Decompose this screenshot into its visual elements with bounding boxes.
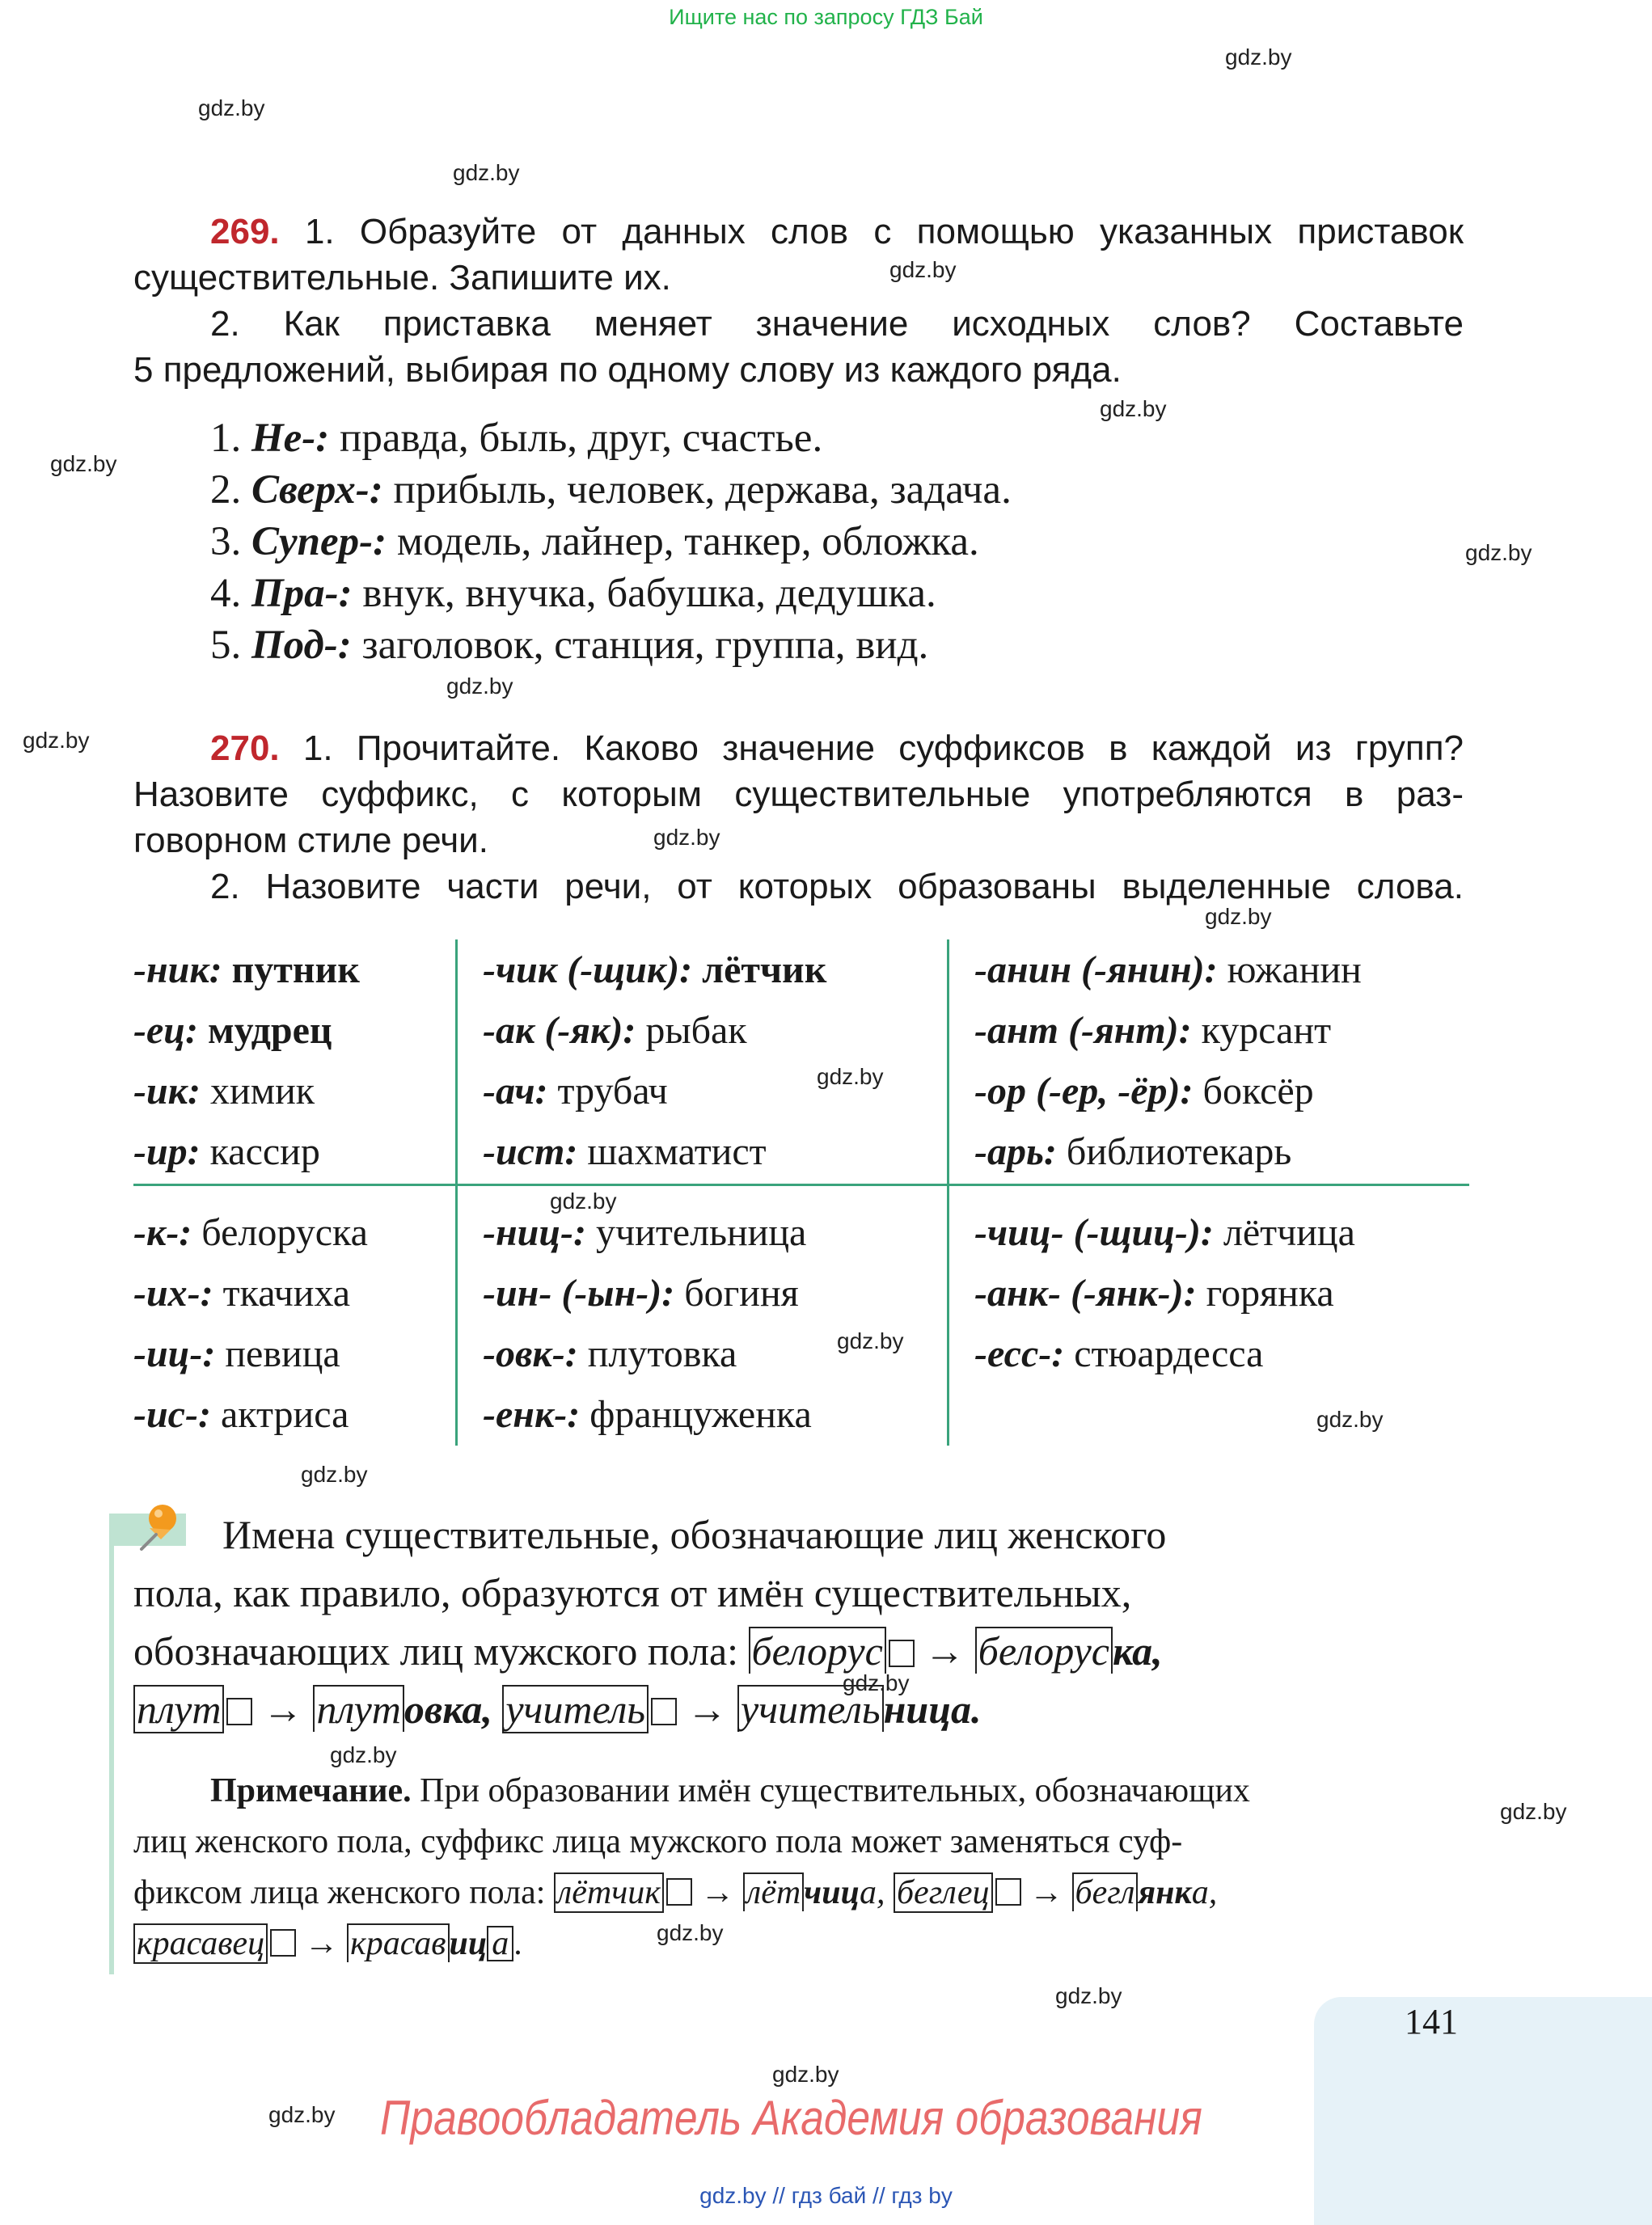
exercise-number: 270. — [210, 728, 280, 768]
rule-box — [109, 1505, 1484, 1974]
table-divider — [455, 939, 458, 1446]
note-line: Примечание. При образовании имён существительных, обозначающих — [210, 1772, 1250, 1809]
bottom-links[interactable]: gdz.by // гдз бай // гдз by — [699, 2183, 953, 2208]
exercise-269-task2-line1: 2. Как приставка меняет значение исходных слов? Составьте — [210, 304, 1464, 344]
table-divider — [133, 1184, 1469, 1186]
page-number: 141 — [1405, 2002, 1458, 2041]
exercise-270-task2: 2. Назовите части речи, от которых образованы выделенные слова. — [210, 867, 1464, 906]
table-column — [483, 1202, 812, 1445]
table-cell: -чиц- (-щиц-): лётчица — [974, 1211, 1355, 1254]
exercise-269-task2-line2: 5 предложений, выбирая по одному слову из каждого ряда. — [133, 350, 1122, 390]
table-cell: -ист: шахматист — [483, 1130, 767, 1173]
table-cell: -енк-: француженка — [483, 1393, 812, 1436]
rule-line: Имена существительные, обозначающие лиц женского — [222, 1512, 1167, 1557]
watermark: gdz.by — [1316, 1407, 1384, 1432]
list-item: 3. Супер-: модель, лайнер, танкер, обложка. — [210, 519, 979, 564]
watermark: gdz.by — [843, 1670, 910, 1695]
note-line: фиксом лица женского пола: лётчик → лётчица, беглец → беглянка, — [133, 1874, 1218, 1911]
watermark: gdz.by — [330, 1742, 397, 1767]
note — [133, 1766, 1484, 1970]
list-item: 5. Под-: заголовок, станция, группа, вид. — [210, 623, 929, 668]
watermark: gdz.by — [50, 451, 117, 476]
table-cell: -арь: библиотекарь — [974, 1130, 1292, 1173]
watermark: gdz.by — [1055, 1983, 1122, 2008]
top-banner[interactable]: Ищите нас по запросу ГДЗ Бай — [669, 5, 983, 29]
prefix-list — [210, 412, 1012, 671]
table-cell: -ир: кассир — [133, 1130, 320, 1173]
table-cell: -иц-: певица — [133, 1332, 340, 1375]
table-column — [974, 939, 1362, 1182]
watermark: gdz.by — [889, 257, 957, 282]
rule-accent-bar — [109, 1514, 114, 1974]
list-item: 1. Не-: правда, быль, друг, счастье. — [210, 416, 823, 461]
rule-line: пола, как правило, образуются от имён существительных, — [133, 1570, 1132, 1615]
exercise-270-task1-line1: 270. 1. Прочитайте. Каково значение суффиксов в каждой из групп? — [210, 728, 1464, 768]
rule-line: обозначающих лиц мужского пола: белорус → белоруска, — [133, 1628, 1163, 1674]
watermark: gdz.by — [653, 825, 720, 850]
suffix-table — [133, 939, 1469, 1446]
table-cell: -ец: мудрец — [133, 1009, 332, 1052]
rule-text — [133, 1505, 1484, 1738]
table-cell: -ник: путник — [133, 948, 360, 991]
watermark: gdz.by — [1225, 44, 1292, 70]
table-cell: -ниц-: учительница — [483, 1211, 807, 1254]
table-divider — [947, 939, 949, 1446]
rule-line: плут → плутовка, учитель → учительница. — [133, 1680, 1484, 1738]
exercise-270-task1-line3: говорном стиле речи. — [133, 821, 488, 860]
table-cell: -их-: ткачиха — [133, 1272, 351, 1315]
list-item: 2. Сверх-: прибыль, человек, держава, задача. — [210, 467, 1012, 513]
watermark: gdz.by — [817, 1064, 884, 1089]
table-cell: -анин (-янин): южанин — [974, 948, 1362, 991]
watermark: gdz.by — [198, 95, 265, 120]
watermark: gdz.by — [550, 1188, 617, 1214]
watermark: gdz.by — [772, 2062, 839, 2087]
note-line: лиц женского пола, суффикс лица мужского пола может заменяться суф- — [133, 1823, 1183, 1860]
table-cell: -к-: белоруска — [133, 1211, 368, 1254]
table-cell: -ант (-янт): курсант — [974, 1009, 1332, 1052]
table-cell: -есс-: стюардесса — [974, 1332, 1264, 1375]
exercise-269-task1-line2: существительные. Запишите их. — [133, 258, 671, 298]
table-column — [133, 1202, 368, 1445]
watermark: gdz.by — [657, 1920, 724, 1945]
table-cell: -ис-: актриса — [133, 1393, 349, 1436]
table-cell: -анк- (-янк-): горянка — [974, 1272, 1334, 1315]
watermark: gdz.by — [1100, 396, 1167, 421]
watermark: gdz.by — [1465, 540, 1532, 565]
table-cell: -ик: химик — [133, 1070, 315, 1112]
watermark: gdz.by — [301, 1462, 368, 1487]
watermark: gdz.by — [453, 160, 520, 185]
watermark: gdz.by — [268, 2102, 336, 2127]
table-cell: -чик (-щик): лётчик — [483, 948, 827, 991]
table-column — [974, 1202, 1355, 1384]
watermark: gdz.by — [1205, 904, 1272, 929]
watermark: gdz.by — [446, 673, 513, 699]
table-cell: -ак (-як): рыбак — [483, 1009, 747, 1052]
exercise-number: 269. — [210, 212, 280, 251]
table-column — [483, 939, 826, 1182]
table-cell: -ач: трубач — [483, 1070, 668, 1112]
copyright-notice: Правообладатель Академия образования — [380, 2091, 1202, 2145]
table-cell: -овк-: плутовка — [483, 1332, 737, 1375]
watermark: gdz.by — [837, 1328, 904, 1353]
watermark: gdz.by — [1500, 1799, 1567, 1824]
table-cell: -ор (-ер, -ёр): боксёр — [974, 1070, 1314, 1112]
exercise-270-task1-line2: Назовите суффикс, с которым существительные употребляются в раз- — [133, 775, 1464, 814]
note-line: красавец → красавиц а . — [133, 1919, 1484, 1970]
list-item: 4. Пра-: внук, внучка, бабушка, дедушка. — [210, 571, 936, 616]
exercise-269-task1-line1: 269. 1. Образуйте от данных слов с помощью указанных приставок — [210, 212, 1464, 251]
table-column — [133, 939, 360, 1182]
watermark: gdz.by — [23, 728, 90, 753]
table-cell: -ин- (-ын-): богиня — [483, 1272, 799, 1315]
